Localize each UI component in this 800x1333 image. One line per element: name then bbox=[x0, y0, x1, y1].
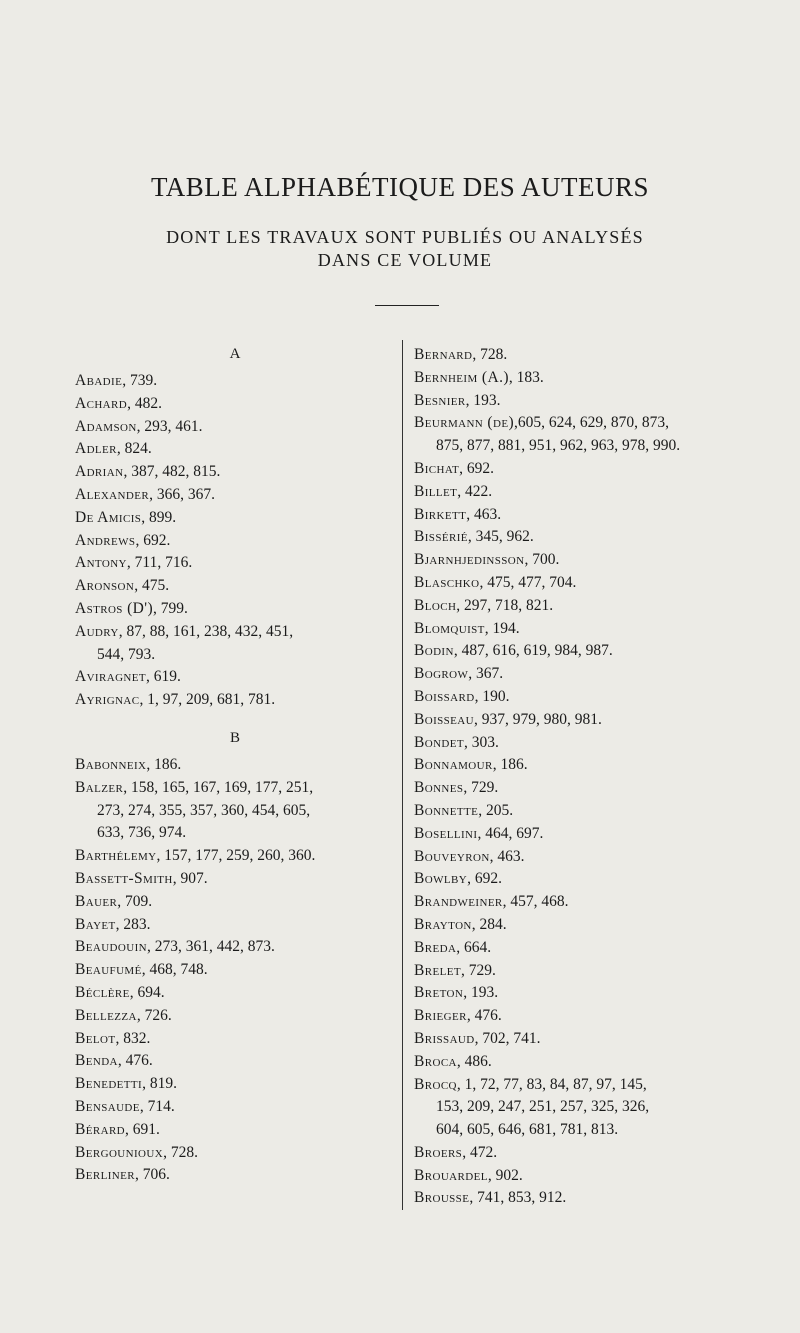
author-name: Bergounioux bbox=[75, 1143, 164, 1161]
page-numbers: , 476. bbox=[466, 1007, 502, 1025]
author-name: Bellezza bbox=[75, 1006, 137, 1024]
index-entry bbox=[414, 549, 794, 572]
index-entry bbox=[414, 800, 794, 823]
page-numbers: , 183. bbox=[508, 368, 544, 386]
author-name: Astros (D') bbox=[75, 599, 154, 617]
index-entry bbox=[414, 1051, 794, 1074]
index-entry bbox=[414, 1074, 794, 1120]
author-name: Bérard bbox=[75, 1120, 126, 1138]
index-entry bbox=[75, 754, 395, 777]
page-numbers: , 472. bbox=[462, 1143, 498, 1161]
author-name: De Amicis bbox=[75, 508, 142, 526]
page-numbers: , 387, 482, 815. bbox=[123, 463, 221, 481]
index-entry bbox=[75, 777, 395, 823]
index-entry bbox=[75, 1164, 395, 1187]
index-entry bbox=[75, 621, 395, 667]
author-name: Birkett bbox=[414, 505, 467, 523]
page-numbers: , 937, 979, 980, 981. bbox=[474, 710, 602, 728]
page-numbers: , 692. bbox=[467, 870, 502, 888]
page-numbers: , 468, 748. bbox=[141, 961, 208, 979]
page-numbers: , 476. bbox=[117, 1052, 153, 1070]
index-entry bbox=[75, 507, 395, 530]
index-entry bbox=[414, 618, 794, 641]
author-name: Adamson bbox=[75, 417, 137, 435]
author-name: Breton bbox=[414, 984, 464, 1002]
author-name: Bonnette bbox=[414, 801, 479, 819]
index-entry bbox=[414, 526, 794, 549]
author-name: Balzer bbox=[75, 778, 124, 796]
page-numbers: , 729. bbox=[463, 779, 499, 797]
index-entry bbox=[414, 595, 794, 618]
page-numbers: , 205. bbox=[478, 801, 514, 819]
page-numbers: , 726. bbox=[136, 1006, 172, 1024]
author-name: Beurmann (de) bbox=[414, 414, 515, 432]
author-name: Bayet bbox=[75, 915, 116, 933]
page-numbers: , 367. bbox=[468, 665, 504, 683]
index-entry bbox=[75, 1119, 395, 1142]
author-name: Bissérié bbox=[414, 528, 468, 546]
author-name: Bouveyron bbox=[414, 847, 490, 865]
section-letter-a: A bbox=[229, 346, 241, 362]
page-numbers: , 158, 165, 167, 169, 177, 251, bbox=[123, 778, 314, 796]
page-numbers: , 728. bbox=[472, 346, 508, 363]
author-name: Benedetti bbox=[75, 1075, 143, 1093]
page-numbers: , 463. bbox=[489, 847, 525, 865]
index-entry bbox=[414, 1187, 794, 1210]
author-name: Blomquist bbox=[414, 619, 485, 637]
author-name: Brelet bbox=[414, 961, 461, 979]
page-numbers-continued: 633, 736, 974. bbox=[97, 824, 187, 842]
index-entry bbox=[414, 937, 794, 960]
author-name: Adler bbox=[75, 440, 117, 458]
author-name: Andrews bbox=[75, 531, 136, 549]
author-name: Beaufumé bbox=[75, 961, 142, 979]
index-entry bbox=[414, 982, 794, 1005]
page-numbers: , 700. bbox=[524, 551, 560, 569]
index-entry bbox=[75, 914, 395, 937]
author-name: Brayton bbox=[414, 915, 472, 933]
author-name: Bensaude bbox=[75, 1097, 140, 1115]
author-name: Broers bbox=[414, 1143, 463, 1161]
author-name: Adrian bbox=[75, 463, 124, 481]
author-name: Brandweiner bbox=[414, 893, 503, 911]
author-name: Bonnamour bbox=[414, 756, 493, 774]
index-entry bbox=[414, 891, 794, 914]
page-numbers: , 482. bbox=[127, 394, 162, 412]
page-numbers: , 899. bbox=[141, 508, 177, 526]
index-entry bbox=[414, 1119, 794, 1142]
page-numbers: , 711, 716. bbox=[126, 554, 193, 572]
author-name: Bernard bbox=[414, 346, 473, 363]
author-name: Babonneix bbox=[75, 755, 147, 773]
title-rule bbox=[375, 305, 439, 306]
author-name: Benda bbox=[75, 1052, 118, 1070]
index-entry bbox=[414, 458, 794, 481]
author-name: Abadie bbox=[75, 372, 123, 389]
page-numbers: , 284. bbox=[471, 915, 507, 933]
index-entry bbox=[75, 982, 395, 1005]
author-name: Bloch bbox=[414, 596, 457, 614]
page-numbers: , 463. bbox=[466, 505, 502, 523]
author-name: Bosellini bbox=[414, 824, 478, 842]
page-numbers: , 193. bbox=[463, 984, 499, 1002]
page-numbers: , 283. bbox=[115, 915, 151, 933]
page-numbers: , 193. bbox=[465, 391, 501, 409]
author-name: Bernheim (A.) bbox=[414, 368, 509, 386]
index-entry bbox=[75, 1005, 395, 1028]
page-numbers: , 824. bbox=[116, 440, 152, 458]
author-name: Belot bbox=[75, 1029, 116, 1047]
page-numbers: , 475, 477, 704. bbox=[479, 573, 577, 591]
index-entry bbox=[75, 1028, 395, 1051]
page-numbers: , 190. bbox=[474, 687, 510, 705]
page-numbers: , 345, 962. bbox=[467, 528, 534, 546]
page-numbers: , 728. bbox=[163, 1143, 198, 1161]
page-numbers: , 464, 697. bbox=[477, 824, 544, 842]
page-numbers: , 692. bbox=[459, 459, 495, 477]
page-numbers: , 186. bbox=[492, 756, 528, 774]
author-name: Bauer bbox=[75, 892, 118, 910]
index-entry bbox=[75, 822, 395, 845]
page-numbers: , 664. bbox=[456, 938, 492, 956]
page-numbers: , 907. bbox=[172, 869, 208, 887]
index-entry bbox=[75, 936, 395, 959]
page-numbers: , 739. bbox=[122, 372, 158, 389]
author-name: Bjarnhjedinsson bbox=[414, 551, 525, 569]
index-entry bbox=[414, 1028, 794, 1051]
page-numbers-continued: 273, 274, 355, 357, 360, 454, 605, bbox=[97, 801, 311, 819]
index-entry bbox=[414, 846, 794, 869]
author-name: Alexander bbox=[75, 485, 150, 503]
index-entry bbox=[414, 367, 794, 390]
author-name: Audry bbox=[75, 622, 119, 640]
author-name: Bonnes bbox=[414, 779, 464, 797]
index-entry bbox=[75, 530, 395, 553]
page-numbers: , 486. bbox=[456, 1052, 492, 1070]
author-name: Bogrow bbox=[414, 665, 469, 683]
author-name: Brocq bbox=[414, 1075, 457, 1093]
column-divider bbox=[402, 340, 403, 1210]
page-numbers: , 691. bbox=[125, 1120, 160, 1138]
author-name: Antony bbox=[75, 554, 127, 572]
page-numbers: , 475. bbox=[134, 577, 170, 595]
page-numbers: , 194. bbox=[484, 619, 520, 637]
index-entry bbox=[75, 461, 395, 484]
page-numbers: , 303. bbox=[464, 733, 499, 751]
author-name: Brousse bbox=[414, 1189, 470, 1207]
page-title: TABLE ALPHABÉTIQUE DES AUTEURS bbox=[150, 172, 650, 202]
author-name: Bassett-Smith bbox=[75, 869, 173, 887]
author-name: Bondet bbox=[414, 733, 465, 751]
author-name: Aviragnet bbox=[75, 668, 147, 686]
index-entry bbox=[75, 666, 395, 689]
section-letter-b: B bbox=[229, 729, 240, 746]
page-subtitle bbox=[150, 226, 660, 272]
index-entry bbox=[75, 959, 395, 982]
index-entry bbox=[414, 504, 794, 527]
index-entry bbox=[75, 868, 395, 891]
author-name: Blaschko bbox=[414, 573, 480, 591]
author-name: Brieger bbox=[414, 1007, 467, 1025]
page-numbers: , 714. bbox=[139, 1097, 175, 1115]
author-name: Besnier bbox=[414, 391, 466, 409]
index-entry bbox=[414, 572, 794, 595]
page-numbers: , 1, 72, 77, 83, 84, 87, 97, 145, bbox=[456, 1075, 647, 1093]
entries-a bbox=[75, 370, 395, 712]
page-numbers: , 706. bbox=[134, 1166, 170, 1184]
author-name: Bowlby bbox=[414, 870, 468, 888]
index-entry bbox=[75, 845, 395, 868]
index-entry bbox=[414, 732, 794, 755]
author-name: Aronson bbox=[75, 577, 135, 595]
index-entry bbox=[414, 686, 794, 709]
index-entry bbox=[414, 754, 794, 777]
index-entry bbox=[414, 1142, 794, 1165]
page-numbers: , 366, 367. bbox=[149, 485, 215, 503]
author-name: Billet bbox=[414, 482, 458, 500]
page-numbers: , 819. bbox=[142, 1075, 177, 1093]
index-entry bbox=[75, 416, 395, 439]
page-numbers: , 487, 616, 619, 984, 987. bbox=[453, 642, 613, 660]
author-name: Boissard bbox=[414, 687, 475, 705]
author-name: Barthélemy bbox=[75, 847, 157, 865]
index-entry bbox=[75, 1073, 395, 1096]
author-name: Achard bbox=[75, 394, 128, 412]
page-numbers: , 186. bbox=[146, 755, 182, 773]
page-numbers: , 832. bbox=[115, 1029, 151, 1047]
index-entry bbox=[75, 1050, 395, 1073]
index-entry bbox=[75, 484, 395, 507]
index-entry bbox=[75, 1142, 395, 1165]
author-name: Béclère bbox=[75, 983, 130, 1001]
author-name: Broca bbox=[414, 1052, 457, 1070]
index-entry bbox=[75, 891, 395, 914]
index-entry bbox=[414, 823, 794, 846]
page-numbers: , 799. bbox=[153, 599, 188, 617]
subtitle-line-2: DANS CE VOLUME bbox=[317, 250, 493, 270]
author-name: Breda bbox=[414, 938, 457, 956]
page-numbers: , 293, 461. bbox=[136, 417, 203, 435]
page-numbers-continued: 875, 877, 881, 951, 962, 963, 978, 990. bbox=[436, 437, 681, 455]
page-numbers: , 619. bbox=[146, 668, 181, 686]
subtitle-line-1: DONT LES TRAVAUX SONT PUBLIÉS OU ANALYSÉS bbox=[166, 227, 644, 247]
index-entry bbox=[75, 575, 395, 598]
page-numbers: , 709. bbox=[117, 892, 153, 910]
page-numbers: , 702, 741. bbox=[474, 1029, 541, 1047]
index-entry bbox=[414, 640, 794, 663]
page-numbers: , 87, 88, 161, 238, 432, 451, bbox=[118, 622, 294, 640]
index-entry bbox=[414, 412, 794, 458]
author-name: Ayrignac bbox=[75, 691, 140, 709]
index-entry bbox=[75, 552, 395, 575]
author-name: Berliner bbox=[75, 1166, 135, 1184]
page-numbers: , 457, 468. bbox=[502, 893, 569, 911]
page-numbers-continued: 544, 793. bbox=[97, 645, 156, 663]
index-entry bbox=[414, 1165, 794, 1188]
index-entry bbox=[414, 709, 794, 732]
index-entry bbox=[75, 689, 395, 712]
index-entry bbox=[75, 370, 395, 393]
index-entry bbox=[414, 868, 794, 891]
entries-right bbox=[414, 344, 794, 1210]
index-entry bbox=[75, 393, 395, 416]
page-numbers: , 694. bbox=[129, 983, 165, 1001]
page-numbers: , 157, 177, 259, 260, 360. bbox=[156, 847, 316, 865]
index-entry bbox=[414, 344, 794, 367]
index-entry bbox=[75, 1096, 395, 1119]
page-numbers: , 422. bbox=[457, 482, 493, 500]
page-numbers-continued: 604, 605, 646, 681, 781, 813. bbox=[436, 1121, 619, 1139]
author-name: Boisseau bbox=[414, 710, 474, 728]
author-name: Brouardel bbox=[414, 1166, 488, 1184]
page-numbers: , 729. bbox=[460, 961, 496, 979]
index-entry bbox=[414, 1005, 794, 1028]
page-numbers-continued: 153, 209, 247, 251, 257, 325, 326, bbox=[436, 1098, 650, 1116]
left-column bbox=[75, 344, 395, 1187]
author-name: Beaudouin bbox=[75, 938, 147, 956]
index-entry bbox=[414, 960, 794, 983]
index-entry bbox=[414, 914, 794, 937]
page-numbers: , 692. bbox=[135, 531, 171, 549]
author-name: Brissaud bbox=[414, 1029, 475, 1047]
index-entry bbox=[414, 777, 794, 800]
page-numbers: , 902. bbox=[487, 1166, 523, 1184]
index-entry bbox=[414, 663, 794, 686]
page-numbers: , 273, 361, 442, 873. bbox=[146, 938, 275, 956]
page-numbers: , 741, 853, 912. bbox=[469, 1189, 567, 1207]
index-entry bbox=[414, 481, 794, 504]
index-entry bbox=[75, 438, 395, 461]
page-numbers: , 1, 97, 209, 681, 781. bbox=[139, 691, 276, 709]
right-column bbox=[414, 344, 794, 1210]
author-name: Bodin bbox=[414, 642, 454, 660]
page-numbers: , 297, 718, 821. bbox=[456, 596, 554, 614]
author-name: Bichat bbox=[414, 459, 460, 477]
entries-b bbox=[75, 754, 395, 1187]
index-entry bbox=[414, 390, 794, 413]
page-numbers: ,605, 624, 629, 870, 873, bbox=[514, 414, 670, 432]
index-entry bbox=[75, 598, 395, 621]
